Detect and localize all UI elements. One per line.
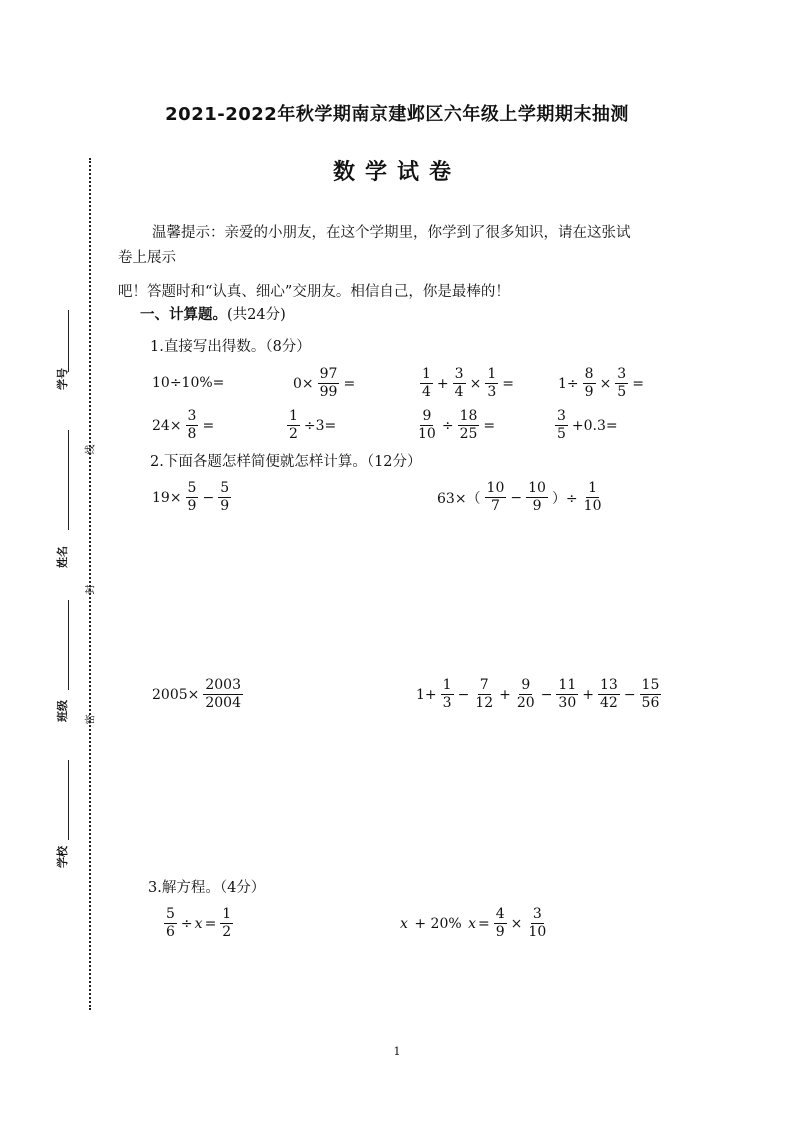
page-number: 1 [393, 1045, 401, 1058]
calc-2-2: 63×（ $\frac{10}{7}$ − $\frac{10}{9}$ ）÷ $\frac{1}{10}$ [437, 480, 602, 514]
tip-line-3: 吧！答题时和“认真、细心”交朋友。相信自己，你是最棒的！ [118, 284, 510, 300]
section-label: 一、计算题。 [140, 307, 227, 323]
calc-1-8: $\frac{3}{5}$ +0.3= [557, 408, 618, 442]
tip-line-2: 卷上展示 [118, 250, 176, 266]
calc-2-1: 19× $\frac{5}{9}$ − $\frac{5}{9}$ [152, 480, 230, 514]
student-id-line [68, 310, 69, 372]
question-2-heading: 2.下面各题怎样简便就怎样计算。（12分） [150, 454, 422, 470]
calc-1-3: $\frac{1}{4}$ + $\frac{3}{4}$ × $\frac{1}{3}$ = [422, 366, 514, 400]
equation-3-2: x + 20% x = $\frac{4}{9}$ × $\frac{3}{10}$ [400, 906, 547, 940]
school-line [68, 760, 69, 840]
section-points: (共24分) [227, 307, 286, 323]
calc-1-4: 1÷ $\frac{8}{9}$ × $\frac{3}{5}$ = [558, 366, 644, 400]
question-1-heading: 1.直接写出得数。（8分） [150, 339, 311, 355]
calc-2-4: 1+ $\frac{1}{3}$ − $\frac{7}{12}$ + $\frac{9}{20}$ − $\frac{11}{30}$ + $\frac{13}{42}$ − $\frac{15}{56}$ [416, 677, 660, 711]
seal-char-line: 线 [85, 444, 97, 455]
section-heading [140, 303, 286, 324]
student-id-label: 学号 [56, 368, 69, 390]
exam-subtitle: 数学试卷 [332, 160, 461, 185]
question-3-heading: 3.解方程。（4分） [148, 880, 266, 896]
calc-1-1: 10÷10%= [152, 375, 225, 391]
seal-char-seal: 封 [85, 584, 97, 595]
calc-1-5: 24× $\frac{3}{8}$ = [152, 408, 215, 442]
class-label: 班级 [56, 700, 69, 722]
class-line [68, 600, 69, 690]
seal-char-secret: 密 [85, 714, 97, 725]
tip-line-1: 温馨提示：亲爱的小朋友，在这个学期里，你学到了很多知识，请在这张试 [152, 225, 631, 241]
school-label: 学校 [56, 846, 69, 868]
name-label: 姓名 [56, 546, 69, 568]
equation-3-1: $\frac{5}{6}$ ÷ x = $\frac{1}{2}$ [166, 906, 232, 940]
name-line [68, 430, 69, 530]
exam-title: 2021-2022年秋学期南京建邺区六年级上学期期末抽测 [165, 104, 629, 125]
calc-1-6: $\frac{1}{2}$ ÷3= [289, 408, 337, 442]
calc-2-3: 2005× $\frac{2003}{2004}$ [152, 677, 241, 711]
calc-1-7: $\frac{9}{10}$ ÷ $\frac{18}{25}$ = [418, 408, 496, 442]
calc-1-2: 0× $\frac{97}{99}$ = [293, 366, 356, 400]
